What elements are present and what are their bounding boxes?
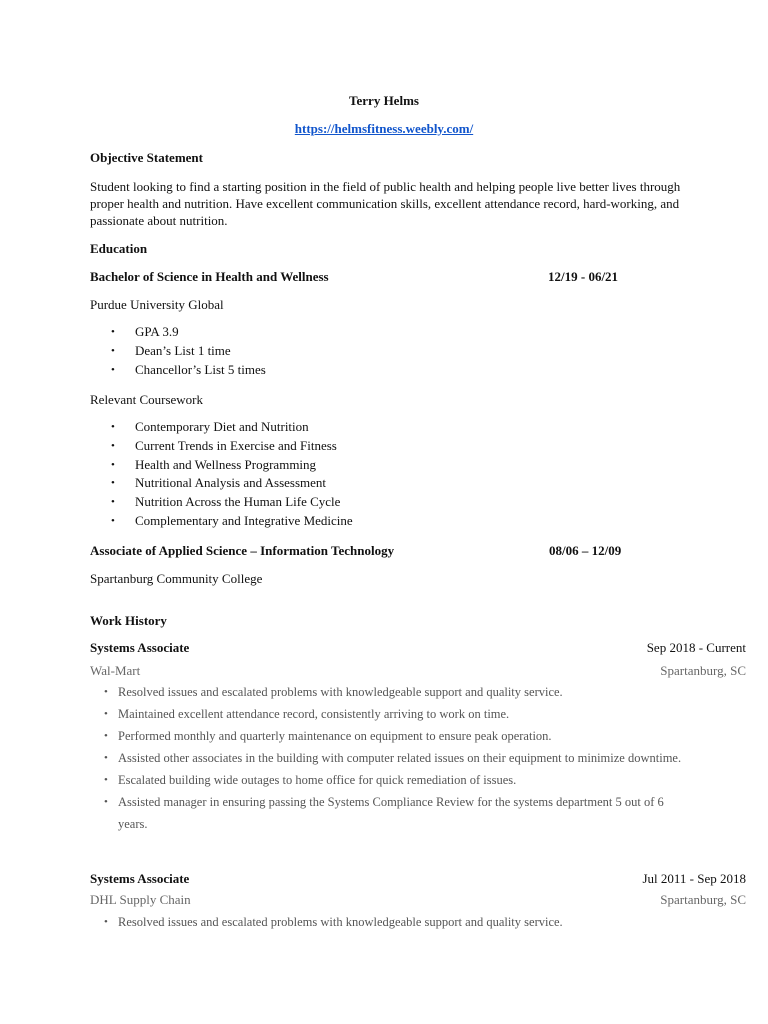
list-item: • Maintained excellent attendance record, consistently arriving to work on time. — [90, 703, 690, 725]
list-item: • Contemporary Diet and Nutrition — [90, 418, 353, 437]
objective-text: Student looking to find a starting position in the field of public health and helping people live better lives through proper health and nutrition. Have excellent communication skills, excellent attendance record, hard-working, and passionate about nutrition. — [90, 179, 681, 228]
list-item: • Escalated building wide outages to home office for quick remediation of issues. — [90, 769, 690, 791]
job-location: Spartanburg, SC — [660, 892, 746, 907]
degree-dates: 12/19 - 06/21 — [548, 269, 619, 284]
list-item: • Resolved issues and escalated problems with knowledgeable support and quality service. — [90, 911, 690, 933]
job-title: Systems Associate — [90, 871, 190, 886]
job-dates: Jul 2011 - Sep 2018 — [642, 871, 746, 886]
degree-dates: 08/06 – 12/09 — [549, 543, 622, 558]
job-duties-list — [90, 681, 690, 835]
list-item: • Assisted manager in ensuring passing the Systems Compliance Review for the systems department 5 out of 6 years. — [90, 791, 690, 835]
coursework-list — [90, 418, 353, 531]
degree-title: Associate of Applied Science – Information Technology — [90, 543, 395, 558]
school-name: Purdue University Global — [90, 297, 224, 312]
list-item: • Performed monthly and quarterly maintenance on equipment to ensure peak operation. — [90, 725, 690, 747]
candidate-name: Terry Helms — [349, 93, 419, 108]
list-item: • Assisted other associates in the building with computer related issues on their equipment to minimize downtime. — [90, 747, 690, 769]
list-item: • Nutrition Across the Human Life Cycle — [90, 493, 353, 512]
work-history-heading: Work History — [90, 613, 167, 628]
education-heading: Education — [90, 241, 148, 256]
company-name: DHL Supply Chain — [90, 892, 191, 907]
school-name: Spartanburg Community College — [90, 571, 263, 586]
job-dates: Sep 2018 - Current — [646, 640, 746, 655]
honors-list — [90, 323, 266, 379]
list-item: • Chancellor’s List 5 times — [90, 361, 266, 380]
list-item: • Complementary and Integrative Medicine — [90, 512, 353, 531]
list-item: • Dean’s List 1 time — [90, 342, 266, 361]
list-item: • Health and Wellness Programming — [90, 456, 353, 475]
job-location: Spartanburg, SC — [660, 663, 746, 678]
objective-heading: Objective Statement — [90, 150, 203, 165]
list-item: • GPA 3.9 — [90, 323, 266, 342]
job-duties-list — [90, 911, 690, 933]
list-item: • Current Trends in Exercise and Fitness — [90, 437, 353, 456]
list-item: • Resolved issues and escalated problems with knowledgeable support and quality service. — [90, 681, 690, 703]
job-title: Systems Associate — [90, 640, 190, 655]
coursework-label: Relevant Coursework — [90, 392, 204, 407]
website-link[interactable]: https://helmsfitness.weebly.com/ — [294, 121, 474, 136]
degree-title: Bachelor of Science in Health and Wellness — [90, 269, 329, 284]
company-name: Wal-Mart — [90, 663, 141, 678]
list-item: • Nutritional Analysis and Assessment — [90, 474, 353, 493]
